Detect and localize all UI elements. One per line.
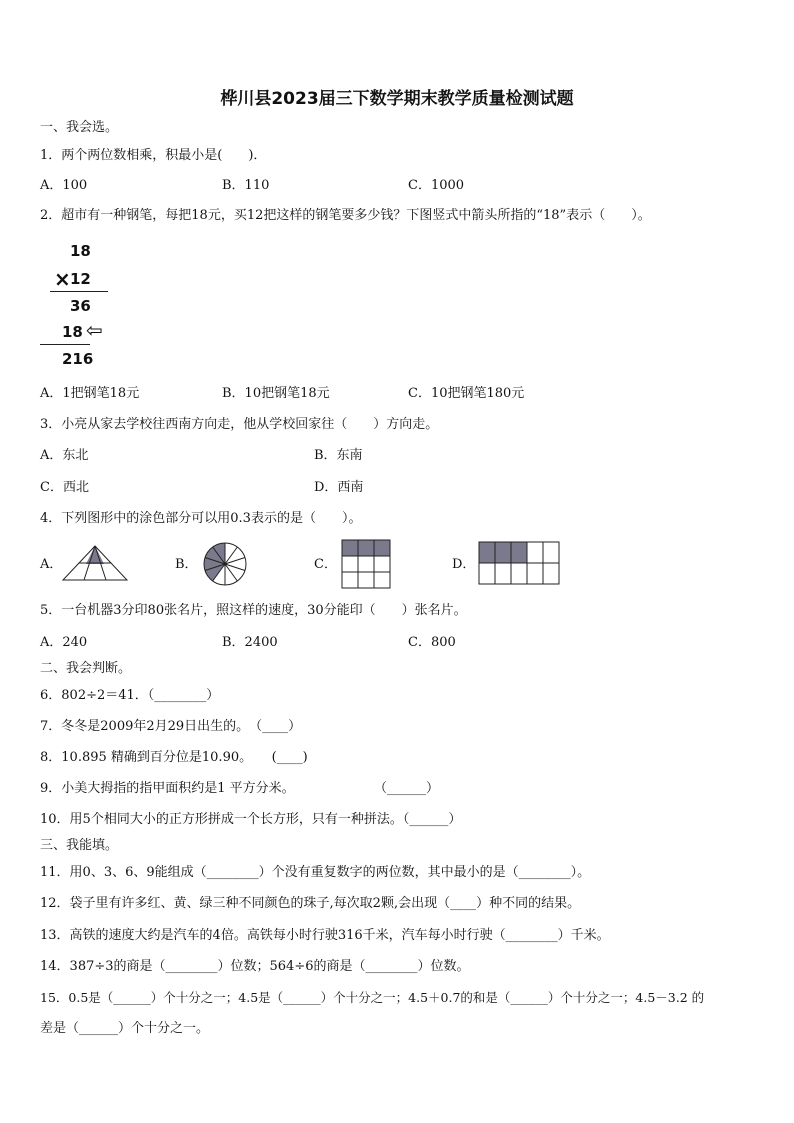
section-heading-fill: 三、我能填。 bbox=[40, 838, 119, 853]
question-15-line-2: 差是（______）个十分之一。 bbox=[40, 1021, 210, 1036]
question-2: 2．超市有一种钢笔，每把18元，买12把这样的钢笔要多少钱？下图竖式中箭头所指的“18”表示（ ）。 bbox=[40, 208, 651, 223]
calc-partial-1: 36 bbox=[70, 297, 91, 315]
grid-3x3-figure bbox=[341, 539, 391, 589]
q2-option-b: B．10把钢笔18元 bbox=[222, 386, 330, 401]
calc-partial-2: 18 bbox=[62, 323, 83, 341]
q1-option-a: A．100 bbox=[40, 178, 88, 193]
calc-line-1 bbox=[50, 291, 108, 292]
question-14: 14．387÷3的商是（________）位数；564÷6的商是（________）位数。 bbox=[40, 959, 470, 974]
question-8: 8．10.895 精确到百分位是10.90。 (____) bbox=[40, 750, 308, 765]
q9-answer-blank: （______） bbox=[374, 781, 440, 796]
question-13: 13．高铁的速度大约是汽车的4倍。高铁每小时行驶316千米，汽车每小时行驶（________）千米。 bbox=[40, 928, 610, 943]
question-11: 11．用0、3、6、9能组成（________）个没有重复数字的两位数，其中最小的是（________）。 bbox=[40, 865, 591, 880]
question-1: 1．两个两位数相乘，积最小是( )． bbox=[40, 148, 267, 163]
q4-option-b: B． bbox=[175, 557, 198, 572]
section-heading-judge: 二、我会判断。 bbox=[40, 661, 132, 676]
calc-result: 216 bbox=[62, 350, 94, 368]
times-sign: × bbox=[54, 267, 71, 291]
q1-option-b: B．110 bbox=[222, 178, 270, 193]
calc-line-2 bbox=[40, 344, 90, 345]
calc-multiplicand: 18 bbox=[70, 242, 91, 260]
q2-option-c: C．10把钢笔180元 bbox=[408, 386, 525, 401]
question-9: 9．小美大拇指的指甲面积约是1 平方分米。 bbox=[40, 781, 295, 796]
triangle-figure bbox=[62, 544, 128, 582]
q3-option-b: B．东南 bbox=[314, 448, 363, 463]
q3-option-a: A．东北 bbox=[40, 448, 89, 463]
question-10: 10．用5个相同大小的正方形拼成一个长方形，只有一种拼法。（______） bbox=[40, 812, 462, 827]
left-arrow-icon: ⇦ bbox=[86, 318, 103, 342]
q1-option-c: C．1000 bbox=[408, 178, 465, 193]
grid-5x2-figure bbox=[478, 541, 562, 587]
q3-option-c: C．西北 bbox=[40, 480, 89, 495]
question-3: 3．小亮从家去学校往西南方向走，他从学校回家往（ ）方向走。 bbox=[40, 417, 439, 432]
page-title: 桦川县2023届三下数学期末教学质量检测试题 bbox=[220, 89, 574, 109]
q5-option-a: A．240 bbox=[40, 635, 88, 650]
q5-option-c: C．800 bbox=[408, 635, 456, 650]
circle-figure bbox=[202, 541, 248, 587]
q2-option-a: A．1把钢笔18元 bbox=[40, 386, 140, 401]
question-15-line-1: 15．0.5是（______）个十分之一；4.5是（______）个十分之一；4.5＋0.7的和是（______）个十分之一；4.5－3.2 的 bbox=[40, 990, 705, 1005]
question-6: 6．802÷2＝41．（________） bbox=[40, 688, 220, 703]
q3-option-d: D．西南 bbox=[314, 480, 364, 495]
q4-option-c: C． bbox=[314, 557, 337, 572]
calc-multiplier: 12 bbox=[70, 270, 91, 288]
q4-option-d: D． bbox=[452, 557, 476, 572]
q4-option-a: A． bbox=[40, 557, 63, 572]
q5-option-b: B．2400 bbox=[222, 635, 278, 650]
question-5: 5．一台机器3分印80张名片，照这样的速度，30分能印（ ）张名片。 bbox=[40, 603, 467, 618]
question-7: 7．冬冬是2009年2月29日出生的。 （____） bbox=[40, 719, 302, 734]
question-12: 12．袋子里有许多红、黄、绿三种不同颜色的珠子,每次取2颗,会出现（____）种不同的结果。 bbox=[40, 896, 581, 911]
section-heading-choose: 一、我会选。 bbox=[40, 120, 119, 135]
question-4: 4．下列图形中的涂色部分可以用0.3表示的是（ ）。 bbox=[40, 511, 362, 526]
